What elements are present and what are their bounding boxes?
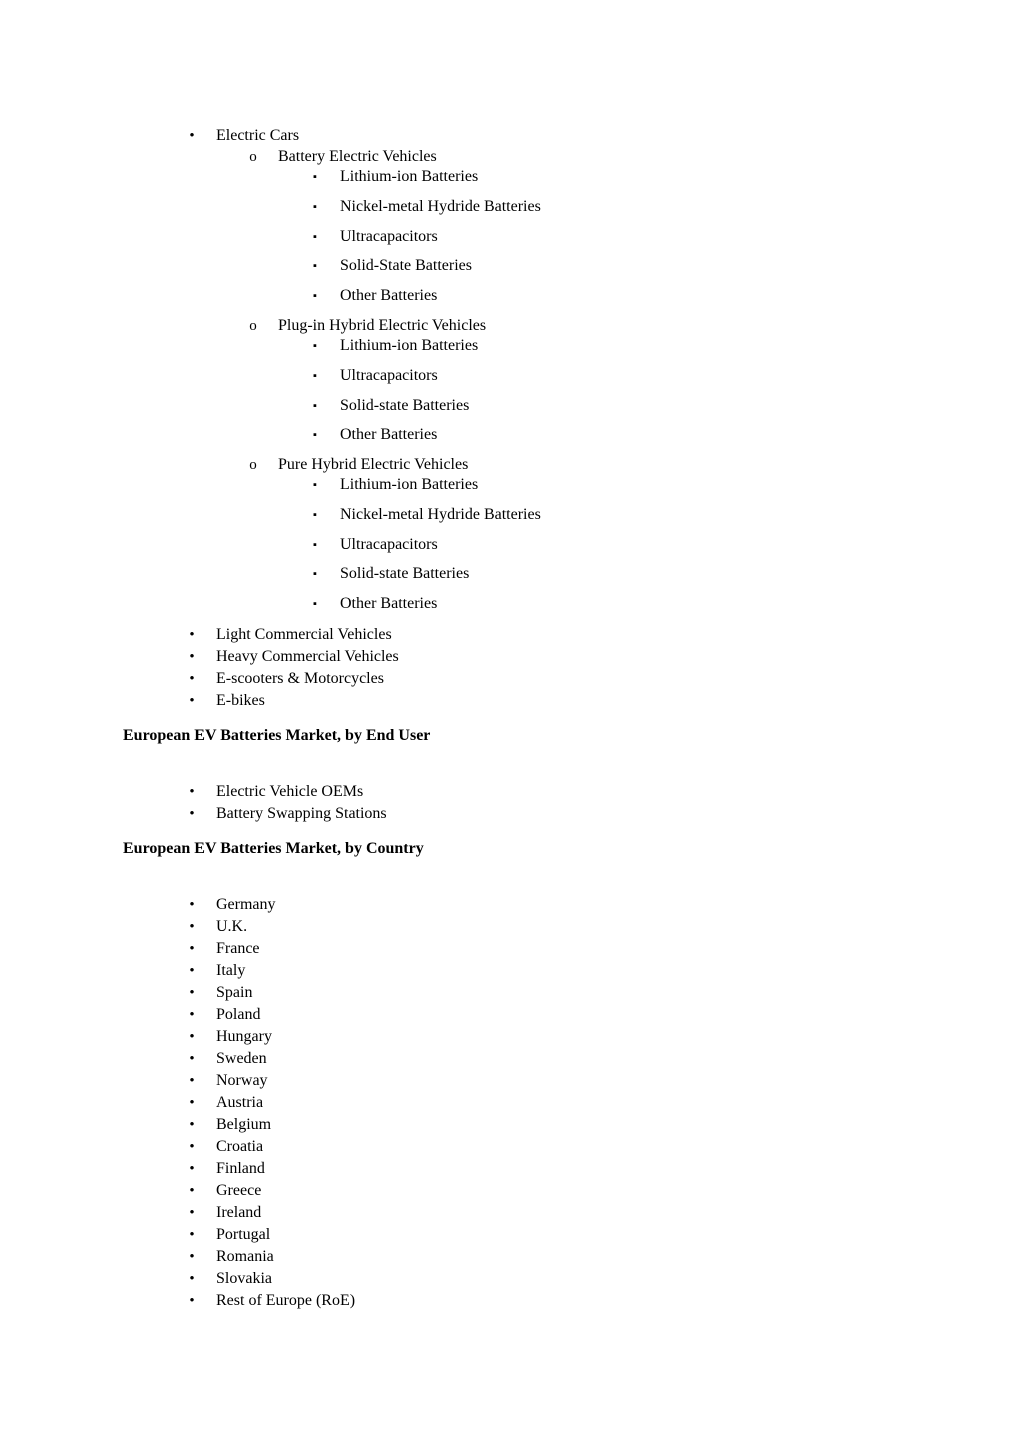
- disc-bullet: •: [189, 1117, 195, 1133]
- list-item-label: Spain: [216, 984, 253, 1001]
- square-bullet: ▪: [313, 231, 317, 243]
- list-item-label: Romania: [216, 1248, 274, 1265]
- list-item-label: U.K.: [216, 918, 248, 935]
- list-item-label: Battery Electric Vehicles: [278, 148, 437, 165]
- disc-bullet: •: [189, 671, 195, 687]
- list-item-label: Lithium-ion Batteries: [340, 337, 479, 354]
- disc-bullet: •: [189, 1227, 195, 1243]
- list-item-label: Plug-in Hybrid Electric Vehicles: [278, 317, 487, 334]
- list-item-label: France: [216, 940, 260, 957]
- list-item-label: Nickel-metal Hydride Batteries: [340, 198, 541, 215]
- list-item-label: Ultracapacitors: [340, 536, 438, 553]
- disc-bullet: •: [189, 649, 195, 665]
- list-item-label: Poland: [216, 1006, 261, 1023]
- disc-bullet: •: [189, 806, 195, 822]
- list-item-label: Slovakia: [216, 1270, 272, 1287]
- square-bullet: ▪: [313, 260, 317, 272]
- list-item-label: Lithium-ion Batteries: [340, 476, 479, 493]
- list-item-label: Croatia: [216, 1138, 264, 1155]
- disc-bullet: •: [189, 1271, 195, 1287]
- square-bullet: ▪: [313, 429, 317, 441]
- disc-bullet: •: [189, 1029, 195, 1045]
- list-item-label: Electric Vehicle OEMs: [216, 783, 364, 800]
- list-item-label: Solid-state Batteries: [340, 397, 470, 414]
- list-item-label: Belgium: [216, 1116, 272, 1133]
- list-item-label: Hungary: [216, 1028, 272, 1045]
- list-item-label: Other Batteries: [340, 426, 438, 443]
- list-item-label: Ultracapacitors: [340, 228, 438, 245]
- disc-bullet: •: [189, 784, 195, 800]
- disc-bullet: •: [189, 897, 195, 913]
- list-item-label: Lithium-ion Batteries: [340, 168, 479, 185]
- square-bullet: ▪: [313, 598, 317, 610]
- disc-bullet: •: [189, 1007, 195, 1023]
- section-heading-country: European EV Batteries Market, by Country: [123, 840, 424, 857]
- disc-bullet: •: [189, 1293, 195, 1309]
- list-item-label: Finland: [216, 1160, 265, 1177]
- list-item-label: Battery Swapping Stations: [216, 805, 387, 822]
- square-bullet: ▪: [313, 340, 317, 352]
- list-item-label: Germany: [216, 896, 276, 913]
- list-item-label: Solid-State Batteries: [340, 257, 472, 274]
- disc-bullet: •: [189, 128, 195, 144]
- disc-bullet: •: [189, 1249, 195, 1265]
- square-bullet: ▪: [313, 171, 317, 183]
- circle-bullet: o: [249, 457, 257, 473]
- square-bullet: ▪: [313, 290, 317, 302]
- disc-bullet: •: [189, 919, 195, 935]
- list-item-label: Norway: [216, 1072, 268, 1089]
- circle-bullet: o: [249, 149, 257, 165]
- list-item-label: Nickel-metal Hydride Batteries: [340, 506, 541, 523]
- list-item-label: Ultracapacitors: [340, 367, 438, 384]
- disc-bullet: •: [189, 1139, 195, 1155]
- disc-bullet: •: [189, 1051, 195, 1067]
- list-item-label: Italy: [216, 962, 246, 979]
- list-item-label: Portugal: [216, 1226, 271, 1243]
- disc-bullet: •: [189, 1205, 195, 1221]
- list-item-label: Ireland: [216, 1204, 262, 1221]
- list-item-label: Rest of Europe (RoE): [216, 1292, 356, 1309]
- list-item-label: Pure Hybrid Electric Vehicles: [278, 456, 469, 473]
- disc-bullet: •: [189, 1161, 195, 1177]
- square-bullet: ▪: [313, 370, 317, 382]
- circle-bullet: o: [249, 318, 257, 334]
- square-bullet: ▪: [313, 479, 317, 491]
- list-item-label: Light Commercial Vehicles: [216, 626, 392, 643]
- square-bullet: ▪: [313, 568, 317, 580]
- square-bullet: ▪: [313, 539, 317, 551]
- list-item-label: Austria: [216, 1094, 264, 1111]
- list-item-label: Solid-state Batteries: [340, 565, 470, 582]
- section-heading-end-user: European EV Batteries Market, by End User: [123, 727, 431, 744]
- square-bullet: ▪: [313, 509, 317, 521]
- list-item-label: E-bikes: [216, 692, 265, 709]
- list-item-label: E-scooters & Motorcycles: [216, 670, 384, 687]
- list-item-label: Greece: [216, 1182, 262, 1199]
- square-bullet: ▪: [313, 201, 317, 213]
- list-item-label: Heavy Commercial Vehicles: [216, 648, 399, 665]
- disc-bullet: •: [189, 941, 195, 957]
- disc-bullet: •: [189, 1073, 195, 1089]
- list-item-label: Other Batteries: [340, 595, 438, 612]
- list-item-label: Electric Cars: [216, 127, 300, 144]
- disc-bullet: •: [189, 985, 195, 1001]
- disc-bullet: •: [189, 963, 195, 979]
- disc-bullet: •: [189, 693, 195, 709]
- disc-bullet: •: [189, 1183, 195, 1199]
- list-item-label: Other Batteries: [340, 287, 438, 304]
- disc-bullet: •: [189, 627, 195, 643]
- disc-bullet: •: [189, 1095, 195, 1111]
- list-item-label: Sweden: [216, 1050, 267, 1067]
- square-bullet: ▪: [313, 400, 317, 412]
